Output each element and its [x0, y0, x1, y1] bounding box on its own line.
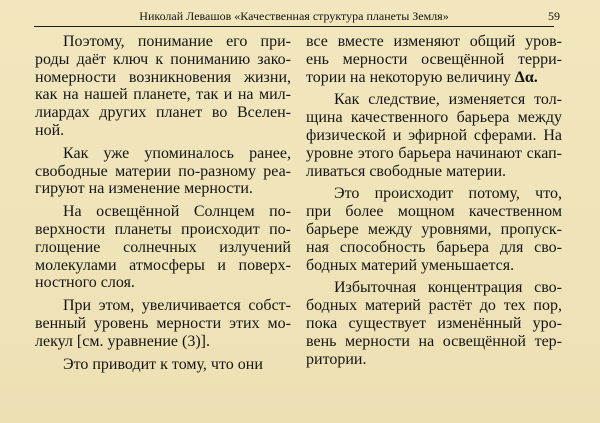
paragraph [35, 297, 291, 350]
paragraph [35, 356, 291, 374]
paragraph [306, 279, 562, 368]
text-line: ной. [35, 121, 65, 139]
text-line: пока существует изменённый уро- [306, 314, 562, 332]
text-line: вень мерности на освещённой тер- [306, 332, 562, 350]
text-line: бодных материй растёт до тех пор, [306, 297, 562, 315]
right-column [306, 33, 562, 368]
text-line: гируют на изменение мерности. [35, 180, 253, 198]
text-line: номерности возникновения жизни, [35, 68, 291, 86]
page-number: 59 [548, 9, 560, 23]
paragraph [306, 33, 562, 86]
text-line: При этом, увеличивается собст- [63, 297, 291, 315]
text-line: ливаться свободные материи. [306, 162, 507, 180]
text-line: ностного слоя. [35, 274, 135, 292]
text-line: ритории. [306, 350, 367, 368]
text-line: лекул [см. уравнение (3)]. [35, 332, 210, 350]
text-line: Как следствие, изменяется тол- [334, 91, 562, 109]
text-line: молекулами атмосферы и поверх- [35, 256, 291, 274]
text-line: венный уровень мерности этих мо- [35, 314, 291, 332]
delta-alpha-symbol: Δα. [514, 68, 538, 86]
text-line: На освещённой Солнцем по- [63, 203, 291, 221]
running-header [34, 0, 554, 27]
text-line: щина качественного барьера между [306, 109, 562, 127]
text-line: роды даёт ключ к пониманию зако- [35, 50, 291, 68]
text-line: ная способность барьера для сво- [306, 238, 562, 256]
header-title: Николай Левашов «Качественная структура планеты Земля» [139, 9, 449, 23]
paragraph [306, 185, 562, 274]
text-line: уровне этого барьера начинают скап- [306, 144, 562, 162]
left-column [35, 33, 291, 373]
paragraph [35, 33, 291, 140]
text-line: как на нашей планете, так и на мил- [35, 86, 291, 104]
paragraph [35, 145, 291, 198]
text-line: все вместе изменяют общий уров- [306, 33, 562, 50]
text-line: Избыточная концентрация сво- [334, 279, 562, 297]
text-line: при более мощном качественном [306, 203, 562, 221]
text-line: верхности планеты происходит по- [35, 220, 291, 238]
text-line: бодных материй уменьшается. [306, 256, 515, 274]
text-line: ень мерности освещённой терри- [306, 50, 562, 68]
text-line: физической и эфирной сферами. На [306, 126, 562, 144]
text-line: Это приводит к тому, что они [63, 355, 263, 373]
text-line: лиардах других планет во Вселен- [35, 104, 291, 122]
text-line: барьере между уровнями, пропуск- [306, 220, 562, 238]
text-line: свободные материи по-разному реа- [35, 162, 291, 180]
paragraph [35, 203, 291, 292]
text-line: тории на некоторую величину Δα. [306, 68, 538, 86]
text-line: Поэтому, понимание его при- [63, 33, 291, 50]
text-line: Это происходит потому, что, [334, 185, 562, 203]
text-line: глощение солнечных излучений [35, 238, 291, 256]
paragraph [306, 91, 562, 180]
text-line: Как уже упоминалось ранее, [63, 144, 291, 162]
